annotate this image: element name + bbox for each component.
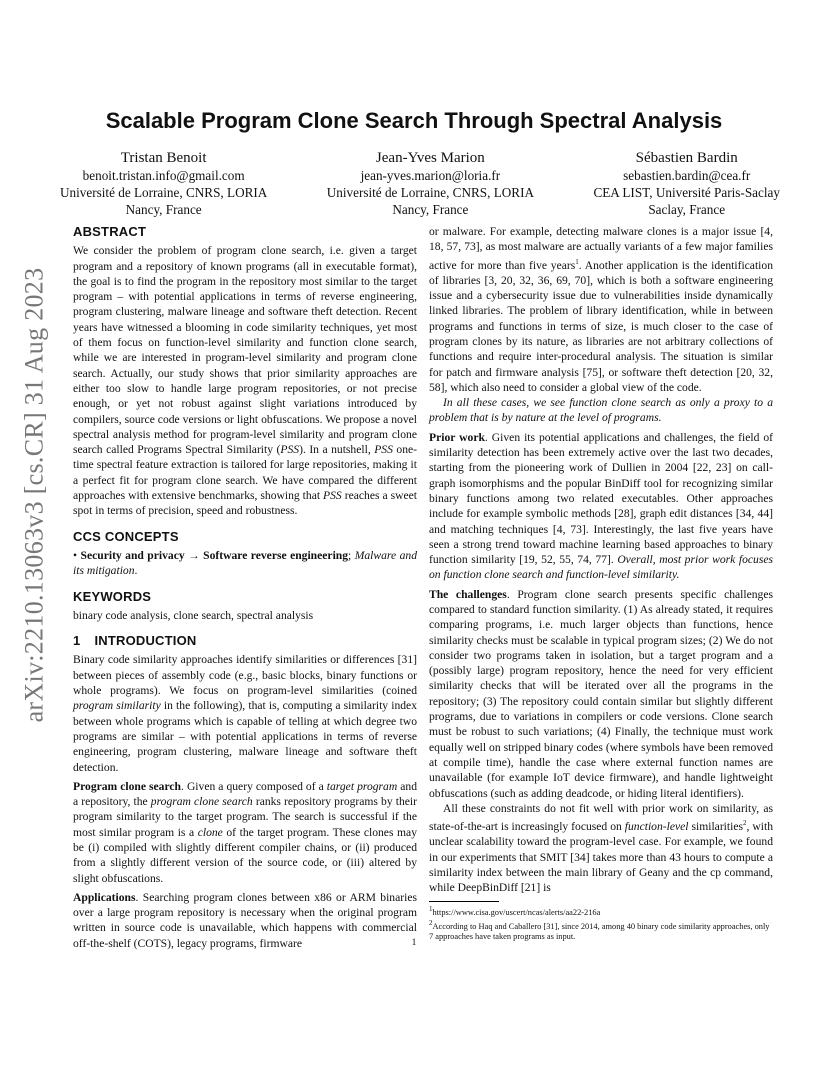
motivation-paragraph: or malware. For example, detecting malware clones is a major issue [4, 18, 57, 73], as most malware are actually variants of a few major families active for more than five years$^1$. Another application is the identification of libraries [3, 20, 32, 36, 69, 70], which is both a software engineering issue and a cybersecurity issue due to vulnerabilities inside dynamically linked libraries. The problem of library identification, while in between programs and functions in terms of size, is much closer to the case of program clones by its nature, as libraries are not arbitrary collections of functions and require inter-procedural analysis. The situation is similar for patch and firmware analysis [75], or software theft detection [20, 32, 58], which also need to consider a global view of the code.	[429, 225, 773, 394]
author-2	[327, 148, 534, 218]
applications-paragraph: Applications. Searching program clones between x86 or ARM binaries over a large program repository is necessary when the original program written in source code is unavailable, which happens with commercial off-the-shelf (COTS), legacy programs, firmware	[73, 890, 417, 950]
footnote-2: $^2$According to Haq and Caballero [31], since 2014, among 40 binary code similarity approaches, only 7 approaches have taken programs as input.	[429, 919, 770, 942]
author-location: Nancy, France	[392, 201, 469, 217]
author-affiliation: Université de Lorraine, CNRS, LORIA	[326, 184, 535, 200]
abstract-text: We consider the problem of program clone search, i.e. given a target program and a repository of known programs (all in executable format), the goal is to find the program in the repository most similar to the target program – with potential applications in terms of reverse engineering, program clustering, malware lineage and software theft detection. Recent years have witnessed a blooming in code similarity techniques, yet most of them focus on function-level similarity and function clone search, while we are interested in program-level similarity and program clone search. Actually, our study shows that prior similarity approaches are either too slow to handle large program repositories, or not precise enough, or yet not robust against slight variations introduced by compilers, source code versions or light obfuscations. We propose a novel spectral analysis method for program-level similarity and program clone search called Programs Spectral Similarity (PSS). In a nutshell, PSS one-time spectral feature extraction is tailored for large repositories, making it a perfect fit for program clone search. We have compared the different approaches with extensive benchmarks, showing that PSS reaches a sweet spot in terms of precision, speed and robustness.	[73, 244, 417, 518]
abstract-heading: ABSTRACT	[73, 224, 147, 239]
arxiv-identifier-text: arXiv:2210.13063v3 [cs.CR] 31 Aug 2023	[19, 267, 49, 723]
right-column	[429, 224, 773, 943]
prior-work-paragraph: Prior work. Given its potential applications and challenges, the field of similarity detection has been extremely active over the last two decades, starting from the pioneering work of Dullien in 2004 [22, 23] on call-graph isomorphisms and the popular BinDiff tool for recognizing similar binary functions among two related executables. Other approaches include for example symbolic methods [28], graph edit distances [34, 44] and matching techniques [4, 73]. Interestingly, the last five years have seen a strong trend toward machine learning based approaches to binary function similarity [19, 52, 55, 74, 77]. Overall, most prior work focuses on function clone search and function-level similarity.	[429, 430, 773, 582]
ccs-heading: CCS CONCEPTS	[73, 528, 179, 544]
arxiv-identifier	[14, 267, 54, 723]
author-1	[60, 148, 267, 218]
section-heading-introduction: 1 INTRODUCTION	[73, 633, 197, 649]
author-location: Saclay, France	[648, 201, 726, 217]
challenges-paragraph: The challenges. Program clone search presents specific challenges compared to standard function similarity. (1) As already stated, it requires comparing programs, i.e. much larger objects than functions, hence similarity checks must be scalable in typical program sizes; (2) We do not consider two programs taken in isolation, but a target program and a (possibly large) program repository, hence the need for very efficient similarity checks that will be iterated over all the programs in the repository; (3) The repository could contain similar but slightly different programs, due to variations in compilers or code versions. Clone search must be robust to such variations; (4) Finally, the technique must work equally well on stripped binary codes (where symbols have been removed at compile time), handle the case where external function names are unavailable (for example IoT device firmware), and handle lightweight obfuscations (such as adding deadcode, or hiding literal identifiers).	[429, 587, 773, 800]
ccs-concepts: • Security and privacy → Software reverse engineering; Malware and its mitigation.	[73, 548, 417, 578]
footnote-1: $^1$https://www.cisa.gov/uscert/ncas/alerts/aa22-216a	[429, 905, 601, 918]
paper-title: Scalable Program Clone Search Through Spectral Analysis	[105, 108, 723, 133]
keywords-heading: KEYWORDS	[73, 588, 152, 604]
program-clone-search-paragraph: Program clone search. Given a query composed of a target program and a repository, the program clone search ranks repository programs by their program similarity to the target program. The search is successful if the most similar program is a clone of the target program. These clones may be (i) compiled with slightly different compiler chains, or (ii) produced from a slightly different version of the source code, or (iii) altered by slight obfuscations.	[73, 779, 417, 885]
author-3	[593, 148, 780, 218]
author-affiliation: Université de Lorraine, CNRS, LORIA	[60, 184, 268, 200]
author-email: benoit.tristan.info@gmail.com	[82, 168, 245, 183]
author-affiliation: CEA LIST, Université Paris-Saclay	[593, 184, 780, 200]
constraints-paragraph: All these constraints do not fit well with prior work on similarity, as state-of-the-art is increasingly focused on function-level similarities$^2$, with unclear scalability toward the program-level case. For example, we found in our experiments that SMIT [34] takes more than 43 hours to compute a similarity index between the main library of Geany and the cp command, while DeepBinDiff [21] is	[429, 801, 773, 895]
author-name: Sébastien Bardin	[635, 150, 738, 166]
author-email: sebastien.bardin@cea.fr	[623, 168, 751, 183]
left-column	[73, 224, 417, 951]
page-number: 1	[411, 938, 417, 948]
intro-paragraph: Binary code similarity approaches identify similarities or differences [31] between pieces of assembly code (e.g., basic blocks, binary functions or whole programs). We focus on program-level similarities (coined program similarity in the following), that is, computing a similarity index between whole programs which is capable of telling at which degree two programs are similar – with potential applications in terms of reverse engineering, program clustering, malware lineage and software theft detection.	[73, 653, 418, 774]
keywords-text: binary code analysis, clone search, spectral analysis	[73, 608, 314, 622]
author-name: Tristan Benoit	[120, 150, 207, 166]
author-name: Jean-Yves Marion	[375, 150, 485, 166]
author-location: Nancy, France	[125, 201, 202, 217]
emphasis-paragraph: In all these cases, we see function clone search as only a proxy to a problem that is by nature at the level of programs.	[429, 396, 773, 425]
author-block	[60, 148, 780, 218]
author-email: jean-yves.marion@loria.fr	[360, 168, 501, 183]
